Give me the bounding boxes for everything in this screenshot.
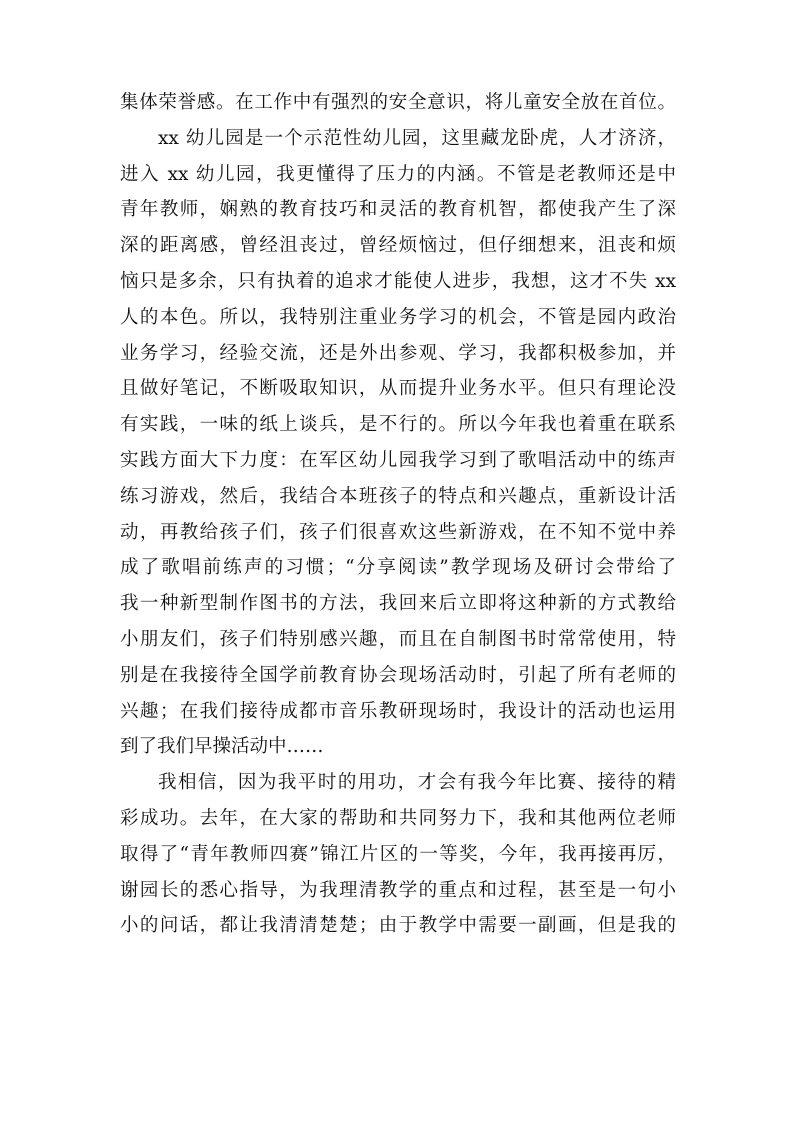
text-line: 深的距离感，曾经沮丧过，曾经烦恼过，但仔细想来，沮丧和烦 — [120, 235, 676, 257]
text-line: 兴趣；在我们接待成都市音乐教研现场时，我设计的活动也运用 — [120, 700, 676, 722]
text-line: 人的本色。所以，我特别注重业务学习的机会，不管是园内政治 — [120, 306, 676, 328]
text-line: 取得了“青年教师四赛”锦江片区的一等奖，今年，我再接再厉， — [120, 843, 676, 865]
text-line: 业务学习，经验交流，还是外出参观、学习，我都积极参加，并 — [120, 342, 676, 364]
text-line: 小朋友们，孩子们特别感兴趣，而且在自制图书时常常使用，特 — [120, 628, 676, 650]
paragraph-end-line: 到了我们早操活动中…… — [120, 736, 324, 758]
text-line: 青年教师，娴熟的教育技巧和灵活的教育机智，都使我产生了深 — [120, 199, 676, 221]
text-line: 且做好笔记，不断吸取知识，从而提升业务水平。但只有理论没 — [120, 378, 676, 400]
text-line: 恼只是多余，只有执着的追求才能使人进步，我想，这才不失 xx — [120, 270, 676, 292]
document-body — [120, 85, 676, 944]
text-line: 成了歌唱前练声的习惯；“分享阅读”教学现场及研讨会带给了 — [120, 557, 676, 579]
text-line: 集体荣誉感。在工作中有强烈的安全意识，将儿童安全放在首位。 — [120, 92, 676, 113]
text-line: 谢园长的悉心指导，为我理清教学的重点和过程，甚至是一句小 — [120, 879, 676, 901]
text-line: 进入 xx 幼儿园，我更懂得了压力的内涵。不管是老教师还是中 — [120, 163, 676, 185]
text-line: 小的问话，都让我清清楚楚；由于教学中需要一副画，但是我的 — [120, 915, 676, 937]
text-line: 练习游戏，然后，我结合本班孩子的特点和兴趣点，重新设计活 — [120, 485, 676, 507]
text-line: 有实践，一味的纸上谈兵，是不行的。所以今年我也着重在联系 — [120, 414, 676, 436]
text-line: 我一种新型制作图书的方法，我回来后立即将这种新的方式教给 — [120, 593, 676, 615]
text-line: 彩成功。去年，在大家的帮助和共同努力下，我和其他两位老师 — [120, 807, 676, 829]
text-line: 实践方面大下力度：在军区幼儿园我学习到了歌唱活动中的练声 — [120, 449, 676, 471]
paragraph-start-line: 我相信，因为我平时的用功，才会有我今年比赛、接待的精 — [158, 772, 676, 794]
paragraph-start-line: xx 幼儿园是一个示范性幼儿园，这里藏龙卧虎，人才济济， — [158, 127, 676, 149]
text-line: 别是在我接待全国学前教育协会现场活动时，引起了所有老师的 — [120, 664, 676, 686]
text-line: 动，再教给孩子们，孩子们很喜欢这些新游戏，在不知不觉中养 — [120, 521, 676, 543]
